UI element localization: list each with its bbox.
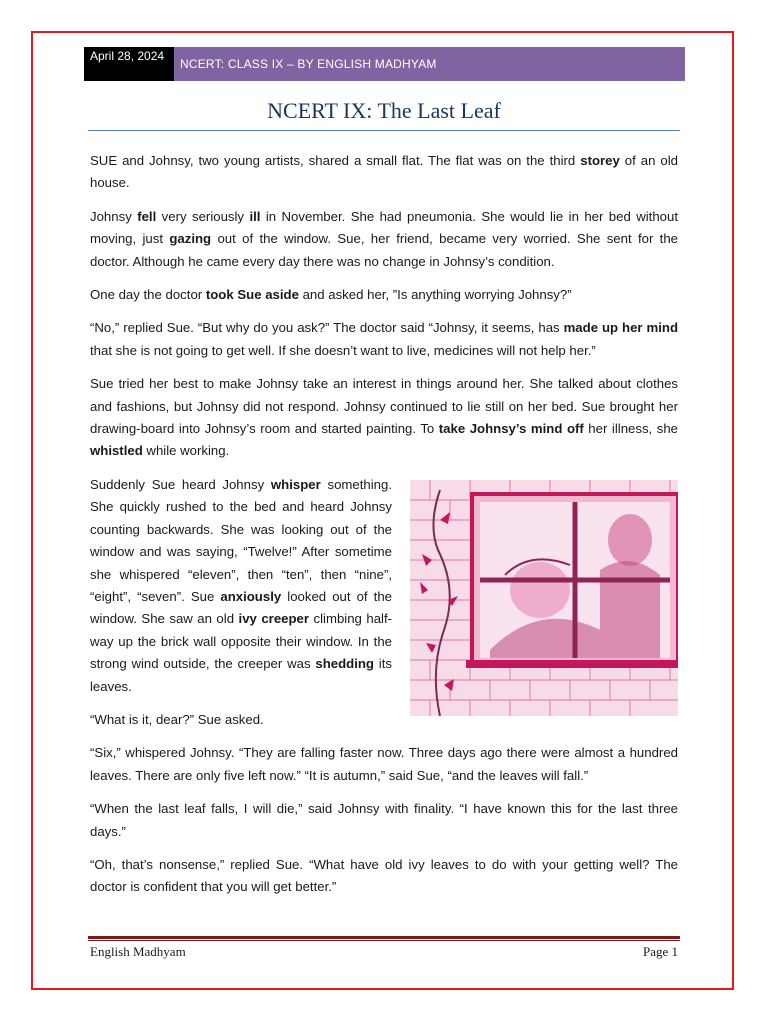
footer-site-name: English Madhyam bbox=[90, 944, 186, 959]
text-run: looked out of the window. She saw an old bbox=[90, 588, 392, 627]
bold-term: shedding bbox=[315, 656, 374, 672]
text-run: very seriously bbox=[156, 208, 250, 224]
text-run: while working. bbox=[142, 443, 230, 459]
paragraph bbox=[90, 206, 678, 273]
bold-term: take Johnsy’s mind off bbox=[438, 421, 584, 437]
text-run: Sue tried her best to make Johnsy take an interest in things around her. She talked about clothes and fashions, but Johnsy did not respond. Johnsy continued to lie still on her bed. Sue brought her drawing-board into Johnsy’s room and started painting. To bbox=[90, 376, 678, 437]
paragraph bbox=[90, 798, 678, 843]
bold-term: storey bbox=[580, 153, 620, 168]
header-banner: NCERT: CLASS IX – BY ENGLISH MADHYAM bbox=[174, 47, 685, 81]
text-run: “What is it, dear?” Sue asked. bbox=[90, 711, 264, 727]
text-run: out of the window. Sue, her friend, became very worried. She sent for the doctor. Although he came every day there was no change in Johnsy’s condition. bbox=[90, 231, 678, 269]
text-run: One day the doctor bbox=[90, 287, 206, 303]
text-run: in November. She had pneumonia. She would lie in her bed without moving, just bbox=[90, 208, 678, 247]
paragraph bbox=[90, 742, 678, 787]
footer-page-number: Page 1 bbox=[642, 944, 678, 959]
bold-term: took Sue aside bbox=[205, 287, 299, 303]
text-run: and asked her, ”Is anything worrying Johnsy?” bbox=[298, 287, 572, 303]
text-run: “When the last leaf falls, I will die,” said Johnsy with finality. “I have known this for the last three days.” bbox=[90, 801, 678, 839]
text-run: “Oh, that’s nonsense,” replied Sue. “What have old ivy leaves to do with your getting well? The doctor is confident that you will get better.” bbox=[90, 856, 678, 895]
bold-term: fell bbox=[137, 208, 157, 224]
page-header bbox=[84, 47, 685, 81]
text-run: SUE and Johnsy, two young artists, shared a small flat. The flat was on the third bbox=[90, 153, 581, 168]
bold-term: anxiously bbox=[220, 588, 282, 604]
text-run: of an old house. bbox=[90, 153, 678, 191]
bold-term: ivy creeper bbox=[238, 611, 310, 627]
paragraph bbox=[90, 373, 678, 463]
bold-term: gazing bbox=[169, 231, 212, 247]
paragraph bbox=[90, 317, 678, 362]
text-run: that she is not going to get well. If she doesn’t want to live, medicines will not help her.” bbox=[90, 342, 596, 358]
bold-term: whistled bbox=[90, 443, 143, 459]
text-run: “Six,” whispered Johnsy. “They are falling faster now. Three days ago there were almost a hundred leaves. There are only five left now.” “It is autumn,” said Sue, “and the leaves will fall.” bbox=[90, 745, 678, 783]
text-run: climbing half-way up the brick wall opposite their window. In the strong wind outside, the creeper was bbox=[90, 611, 393, 672]
story-illustration bbox=[410, 480, 678, 716]
article-body bbox=[90, 150, 678, 910]
page-title: NCERT IX: The Last Leaf bbox=[267, 98, 501, 123]
bold-term: whisper bbox=[270, 476, 321, 492]
footer-divider bbox=[88, 936, 680, 939]
text-run: her illness, she bbox=[583, 421, 678, 437]
footer-divider-thin bbox=[88, 940, 680, 941]
bold-term: made up her mind bbox=[563, 320, 678, 336]
bold-term: ill bbox=[249, 208, 261, 224]
paragraph bbox=[90, 150, 678, 195]
header-date: April 28, 2024 bbox=[84, 47, 174, 81]
text-run: Johnsy bbox=[90, 208, 138, 224]
title-divider bbox=[88, 130, 680, 131]
text-run: its leaves. bbox=[90, 656, 392, 694]
text-run: Suddenly Sue heard Johnsy bbox=[90, 476, 271, 492]
paragraph bbox=[90, 284, 678, 306]
paragraph bbox=[90, 854, 678, 899]
text-run: something. She quickly rushed to the bed and heard Johnsy counting backwards. She was looking out of the window and was saying, “Twelve!” After sometime she whispered “eleven”, then “ten”, then “nine”, “eight”, “seven”. Sue bbox=[90, 476, 392, 604]
text-run: “No,” replied Sue. “But why do you ask?” The doctor said “Johnsy, it seems, has bbox=[90, 320, 564, 336]
